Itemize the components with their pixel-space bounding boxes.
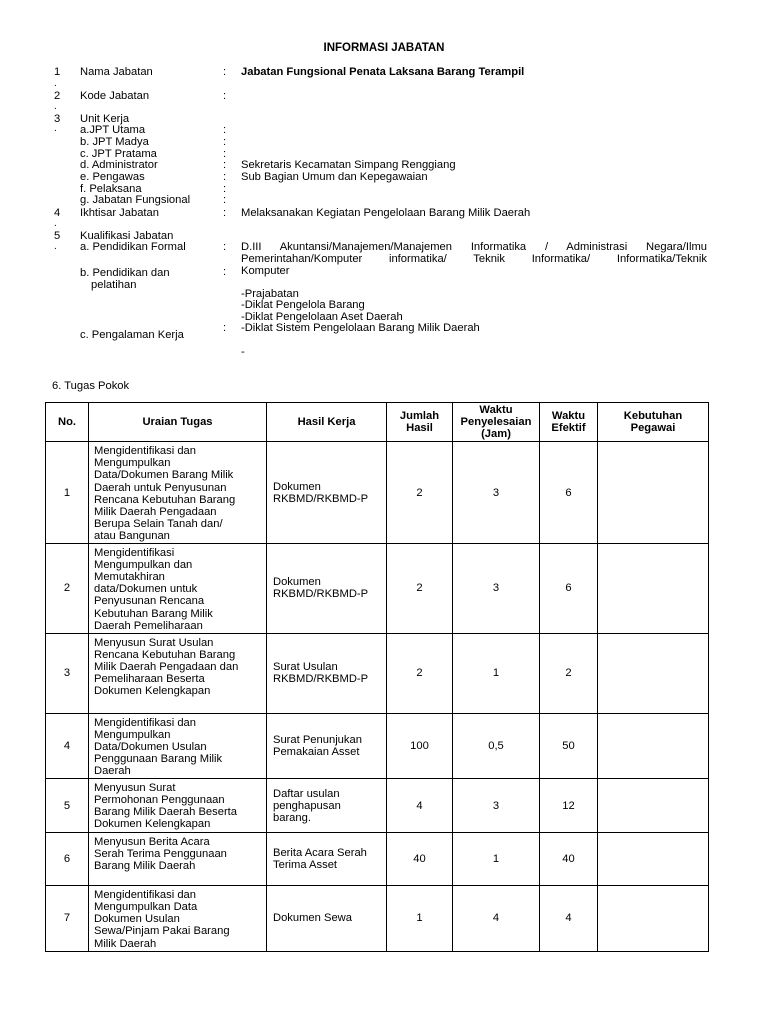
cell-line: Mengidentifikasi dan [94, 889, 196, 902]
cell-kebutuhan-pegawai [598, 633, 709, 713]
cell-line: barang. [273, 811, 311, 824]
cell-line: Mengumpulkan Data [94, 901, 198, 914]
colon: : [223, 171, 227, 183]
field-label-unit-kerja: Unit Kerja [80, 113, 130, 125]
cell-uraian-tugas [89, 713, 267, 778]
cell-uraian-tugas [89, 633, 267, 713]
cell-line: Penggunaan Barang Milik [94, 752, 223, 765]
header-no: No. [46, 403, 89, 442]
colon: : [223, 66, 227, 78]
dot-mark: . [54, 241, 57, 252]
cell-line: Surat Penunjukan [273, 733, 362, 746]
cell-uraian-tugas [89, 886, 267, 951]
cell-no: 6 [46, 833, 89, 886]
unit-kerja-sub-value: Sekretaris Kecamatan Simpang Renggiang [241, 159, 456, 171]
cell-line: RKBMD/RKBMD-P [273, 588, 369, 601]
cell-line: Pemakaian Asset [273, 745, 360, 758]
document-title: INFORMASI JABATAN [323, 42, 445, 54]
colon: : [223, 207, 227, 219]
cell-line: Milik Daerah [94, 937, 157, 950]
tugas-pokok-table [45, 402, 709, 952]
cell-waktu-penyelesaian: 4 [453, 886, 540, 951]
tugas-pokok-heading: 6. Tugas Pokok [52, 380, 130, 392]
cell-waktu-penyelesaian: 1 [453, 833, 540, 886]
header-hasil-kerja: Hasil Kerja [267, 403, 387, 442]
pendidikan-formal-line: D.III Akuntansi/Manajemen/Manajemen Informatika / Administrasi Negara/Ilmu [241, 241, 707, 253]
cell-kebutuhan-pegawai [598, 886, 709, 951]
colon: : [223, 90, 227, 102]
table-row [46, 779, 709, 833]
cell-no: 4 [46, 713, 89, 778]
field-number: 4 [54, 207, 61, 219]
cell-uraian-tugas [89, 779, 267, 833]
cell-waktu-penyelesaian: 0,5 [453, 713, 540, 778]
cell-line: Kebutuhan Barang Milik [94, 607, 213, 620]
pendidikan-formal-line: Pemerintahan/Komputer informatika/ Teknik Informatika/ Informatika/Teknik [241, 253, 707, 265]
pendidikan-formal-line: Komputer [241, 265, 290, 277]
dot-mark: . [54, 78, 57, 89]
cell-jumlah-hasil: 1 [387, 886, 453, 951]
pelatihan-item: -Prajabatan [241, 288, 299, 300]
cell-line: Daftar usulan [273, 787, 340, 800]
cell-line: Dokumen Kelengkapan [94, 818, 211, 831]
cell-uraian-tugas [89, 833, 267, 886]
cell-waktu-penyelesaian: 1 [453, 633, 540, 713]
cell-line: Sewa/Pinjam Pakai Barang [94, 925, 230, 938]
field-value-ikhtisar-jabatan: Melaksanakan Kegiatan Pengelolaan Barang Milik Daerah [241, 207, 531, 219]
cell-line: Pemeliharaan Beserta [94, 672, 205, 685]
pendidikan-pelatihan-label: b. Pendidikan dan [80, 267, 170, 279]
cell-line: Mengidentifikasi [94, 547, 175, 560]
unit-kerja-sub-label: g. Jabatan Fungsional [80, 194, 191, 206]
cell-jumlah-hasil: 100 [387, 713, 453, 778]
cell-no: 1 [46, 442, 89, 544]
cell-line: Data/Dokumen Barang Milik [94, 469, 234, 482]
unit-kerja-sub-label: c. JPT Pratama [80, 148, 157, 160]
cell-line: data/Dokumen untuk [94, 583, 198, 596]
cell-line: Menyusun Surat [94, 782, 176, 795]
dot-mark: . [54, 123, 57, 134]
field-number: 3 [54, 113, 61, 125]
table-row [46, 833, 709, 886]
cell-line: Rencana Kebutuhan Barang [94, 648, 236, 661]
cell-line: Berita Acara Serah [273, 847, 367, 860]
colon: : [223, 183, 227, 195]
field-label-kualifikasi-jabatan: Kualifikasi Jabatan [80, 230, 174, 242]
unit-kerja-sub-label: a.JPT Utama [80, 124, 146, 136]
cell-waktu-efektif: 6 [540, 442, 598, 544]
cell-line: atau Bangunan [94, 529, 170, 542]
pendidikan-pelatihan-label: pelatihan [91, 279, 137, 291]
cell-hasil-kerja [267, 886, 387, 951]
table-row [46, 544, 709, 634]
cell-line: Surat Usulan [273, 661, 338, 674]
cell-line: Dokumen [273, 576, 321, 589]
cell-waktu-penyelesaian: 3 [453, 544, 540, 634]
pengalaman-kerja-value: - [241, 346, 245, 358]
cell-hasil-kerja [267, 544, 387, 634]
table-row [46, 442, 709, 544]
dot-mark: . [54, 101, 57, 112]
cell-line: Menyusun Berita Acara [94, 836, 210, 849]
pendidikan-formal-label: a. Pendidikan Formal [80, 241, 186, 253]
cell-waktu-penyelesaian: 3 [453, 442, 540, 544]
unit-kerja-sub-label: b. JPT Madya [80, 136, 149, 148]
cell-no: 7 [46, 886, 89, 951]
cell-jumlah-hasil: 2 [387, 633, 453, 713]
cell-waktu-efektif: 4 [540, 886, 598, 951]
cell-line: Mengumpulkan [94, 457, 171, 470]
cell-hasil-kerja [267, 833, 387, 886]
cell-line: RKBMD/RKBMD-P [273, 492, 369, 505]
cell-line: Daerah Pemeliharaan [94, 619, 203, 632]
field-number: 2 [54, 90, 61, 102]
cell-line: Milik Daerah Pengadaan [94, 505, 217, 518]
cell-kebutuhan-pegawai [598, 713, 709, 778]
cell-line: Dokumen Kelengkapan [94, 685, 211, 698]
table-row [46, 633, 709, 713]
field-number: 1 [54, 66, 61, 78]
cell-jumlah-hasil: 40 [387, 833, 453, 886]
cell-line: RKBMD/RKBMD-P [273, 673, 369, 686]
header-jumlah-hasil: Jumlah Hasil [387, 403, 453, 442]
cell-uraian-tugas [89, 442, 267, 544]
cell-line: Mengidentifikasi dan [94, 445, 196, 458]
cell-line: Dokumen Sewa [273, 912, 352, 925]
table-header-row [46, 403, 709, 442]
cell-line: Mengidentifikasi dan [94, 716, 196, 729]
colon: : [223, 322, 227, 334]
cell-line: Penyusunan Rencana [94, 595, 205, 608]
field-number: 5 [54, 230, 61, 242]
colon: : [223, 194, 227, 206]
cell-line: Rencana Kebutuhan Barang [94, 493, 236, 506]
field-label-ikhtisar-jabatan: Ikhtisar Jabatan [80, 207, 159, 219]
cell-hasil-kerja [267, 633, 387, 713]
cell-jumlah-hasil: 2 [387, 442, 453, 544]
cell-line: Terima Asset [273, 859, 338, 872]
colon: : [223, 266, 227, 278]
colon: : [223, 136, 227, 148]
cell-line: Berupa Selain Tanah dan/ [94, 517, 223, 530]
unit-kerja-sub-label: f. Pelaksana [80, 183, 142, 195]
cell-line: Mengumpulkan [94, 728, 171, 741]
cell-line: Permohonan Penggunaan [94, 794, 225, 807]
unit-kerja-sub-label: e. Pengawas [80, 171, 145, 183]
pelatihan-item: -Diklat Sistem Pengelolaan Barang Milik Daerah [241, 322, 480, 334]
cell-line: Barang Milik Daerah [94, 860, 196, 873]
cell-waktu-efektif: 50 [540, 713, 598, 778]
cell-waktu-efektif: 40 [540, 833, 598, 886]
pelatihan-item: -Diklat Pengelolaan Aset Daerah [241, 311, 403, 323]
field-label-kode-jabatan: Kode Jabatan [80, 90, 150, 102]
colon: : [223, 159, 227, 171]
table-row [46, 713, 709, 778]
cell-jumlah-hasil: 4 [387, 779, 453, 833]
cell-no: 2 [46, 544, 89, 634]
cell-line: Memutakhiran [94, 571, 165, 584]
header-waktu-penyelesaian: Waktu Penyelesaian (Jam) [453, 403, 540, 442]
cell-line: Dokumen [273, 480, 321, 493]
unit-kerja-sub-label: d. Administrator [80, 159, 158, 171]
cell-line: Menyusun Surat Usulan [94, 636, 214, 649]
cell-line: Serah Terima Penggunaan [94, 848, 227, 861]
cell-uraian-tugas [89, 544, 267, 634]
cell-line: Dokumen Usulan [94, 913, 180, 926]
cell-waktu-efektif: 2 [540, 633, 598, 713]
colon: : [223, 241, 227, 253]
header-kebutuhan-pegawai: Kebutuhan Pegawai [598, 403, 709, 442]
cell-line: Daerah [94, 765, 131, 778]
field-label-nama-jabatan: Nama Jabatan [80, 66, 153, 78]
cell-waktu-efektif: 6 [540, 544, 598, 634]
dot-mark: . [54, 218, 57, 229]
cell-waktu-efektif: 12 [540, 779, 598, 833]
cell-kebutuhan-pegawai [598, 779, 709, 833]
cell-no: 3 [46, 633, 89, 713]
colon: : [223, 124, 227, 136]
cell-line: Milik Daerah Pengadaan dan [94, 660, 239, 673]
cell-kebutuhan-pegawai [598, 833, 709, 886]
cell-no: 5 [46, 779, 89, 833]
cell-waktu-penyelesaian: 3 [453, 779, 540, 833]
header-waktu-efektif: Waktu Efektif [540, 403, 598, 442]
cell-line: Daerah untuk Penyusunan [94, 481, 227, 494]
field-value-nama-jabatan: Jabatan Fungsional Penata Laksana Barang Terampil [241, 66, 525, 78]
cell-hasil-kerja [267, 713, 387, 778]
pelatihan-item: -Diklat Pengelola Barang [241, 299, 365, 311]
cell-line: penghapusan [273, 799, 341, 812]
colon: : [223, 148, 227, 160]
cell-kebutuhan-pegawai [598, 442, 709, 544]
unit-kerja-sub-value: Sub Bagian Umum dan Kepegawaian [241, 171, 428, 183]
cell-line: Mengumpulkan dan [94, 559, 193, 572]
pengalaman-kerja-label: c. Pengalaman Kerja [80, 329, 184, 341]
cell-jumlah-hasil: 2 [387, 544, 453, 634]
cell-line: Data/Dokumen Usulan [94, 740, 207, 753]
cell-hasil-kerja [267, 442, 387, 544]
header-uraian-tugas: Uraian Tugas [89, 403, 267, 442]
cell-kebutuhan-pegawai [598, 544, 709, 634]
cell-hasil-kerja [267, 779, 387, 833]
table-row [46, 886, 709, 951]
cell-line: Barang Milik Daerah Beserta [94, 806, 238, 819]
